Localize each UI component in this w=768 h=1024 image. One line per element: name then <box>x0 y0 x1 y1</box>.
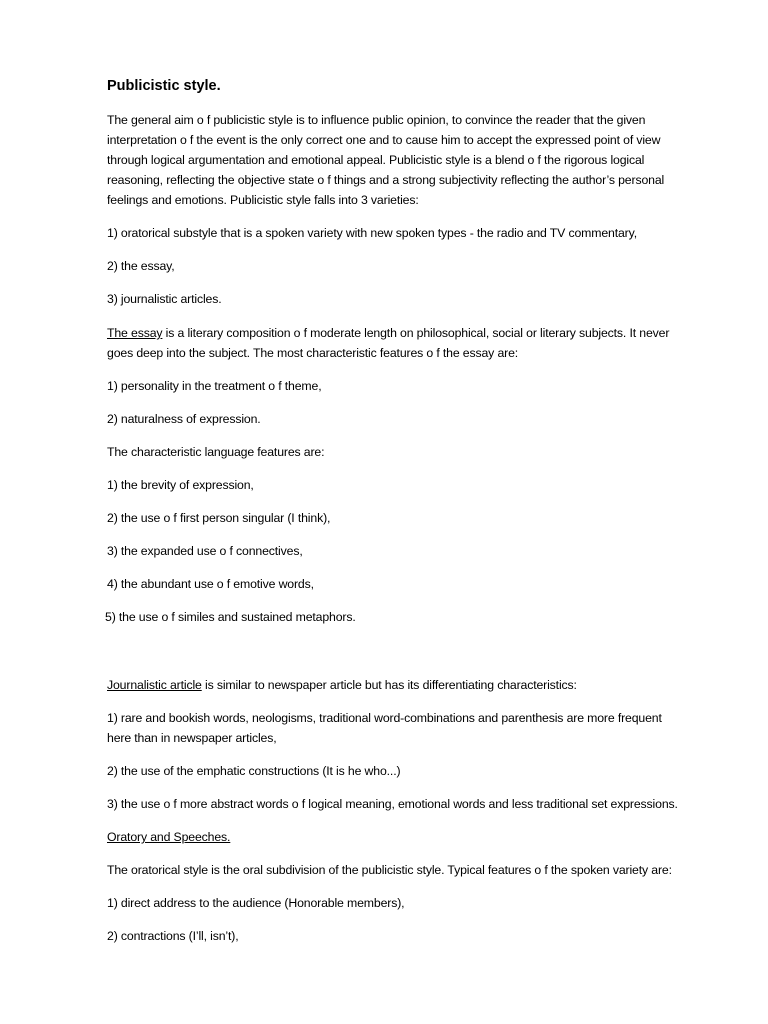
variety-item: 1) oratorical substyle that is a spoken variety with new spoken types - the radio and TV commentary, <box>107 226 637 240</box>
intro-line: interpretation o f the event is the only correct one and to cause him to accept the expressed point of view <box>107 133 661 147</box>
oratory-item: 1) direct address to the audience (Honorable members), <box>107 896 405 910</box>
language-feature-item: 1) the brevity of expression, <box>107 478 254 492</box>
intro-line: feelings and emotions. Publicistic style falls into 3 varieties: <box>107 193 419 207</box>
journalistic-item: 3) the use o f more abstract words o f logical meaning, emotional words and less traditional set expressions. <box>107 797 678 811</box>
language-features-heading: The characteristic language features are: <box>107 445 325 459</box>
essay-definition-line: goes deep into the subject. The most characteristic features o f the essay are: <box>107 346 519 360</box>
journalistic-definition-text: is similar to newspaper article but has its differentiating characteristics: <box>201 678 577 692</box>
journalistic-item: here than in newspaper articles, <box>107 731 277 745</box>
variety-item: 3) journalistic articles. <box>107 292 222 306</box>
essay-feature-item: 2) naturalness of expression. <box>107 412 261 426</box>
intro-line: through logical argumentation and emotional appeal. Publicistic style is a blend o f the rigorous logical <box>107 153 645 167</box>
language-feature-item: 3) the expanded use o f connectives, <box>107 544 303 558</box>
language-feature-item: 2) the use o f first person singular (I think), <box>107 511 331 525</box>
document-page <box>107 0 747 1024</box>
oratory-item: 2) contractions (I’ll, isn’t), <box>107 929 239 943</box>
essay-term: The essay <box>107 326 163 340</box>
journalistic-definition-line <box>107 675 577 695</box>
journalistic-item: 2) the use of the emphatic constructions (It is he who...) <box>107 764 401 778</box>
intro-line: reasoning, reflecting the objective state o f things and a strong subjectivity reflecting the author’s personal <box>107 173 665 187</box>
language-feature-item: 4) the abundant use o f emotive words, <box>107 577 314 591</box>
journalistic-term: Journalistic article <box>107 678 202 692</box>
journalistic-item: 1) rare and bookish words, neologisms, traditional word-combinations and parenthesis are more frequent <box>107 711 662 725</box>
variety-item: 2) the essay, <box>107 259 175 273</box>
language-feature-item: 5) the use o f similes and sustained metaphors. <box>105 610 356 624</box>
page-title: Publicistic style. <box>107 78 221 94</box>
essay-feature-item: 1) personality in the treatment o f theme, <box>107 379 322 393</box>
essay-definition-line <box>107 323 669 343</box>
oratory-intro: The oratorical style is the oral subdivision of the publicistic style. Typical features o f the spoken variety are: <box>107 863 672 877</box>
intro-line: The general aim o f publicistic style is to influence public opinion, to convince the reader that the given <box>107 113 646 127</box>
oratory-heading: Oratory and Speeches. <box>107 830 231 844</box>
essay-definition-text: is a literary composition o f moderate length on philosophical, social or literary subjects. It never <box>162 326 670 340</box>
